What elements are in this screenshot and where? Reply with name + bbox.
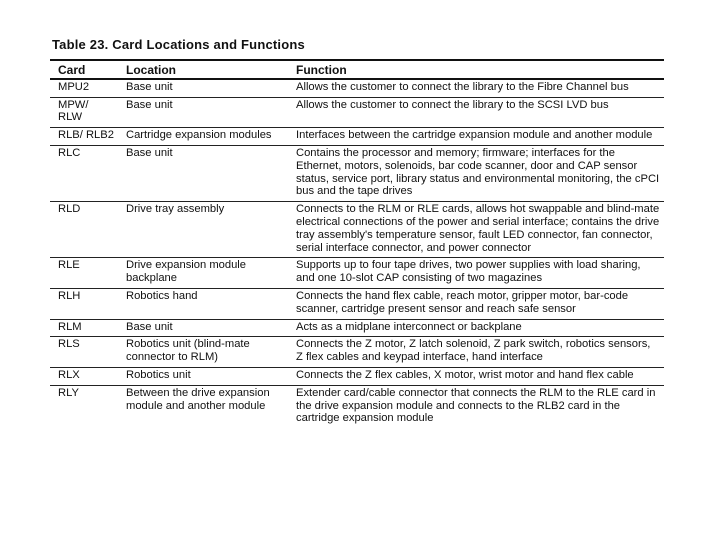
cell-location: Robotics unit [126, 368, 191, 381]
table-caption: Table 23. Card Locations and Functions [52, 37, 305, 52]
cell-card: RLM [58, 320, 82, 333]
table-row [50, 145, 664, 201]
cell-function: Supports up to four tape drives, two power supplies with load sharing, and one 10-slot CAP consisting of two magazines [296, 259, 641, 285]
table-header [50, 60, 664, 79]
cell-location: Robotics unit (blind-mate connector to RLM) [126, 338, 250, 364]
table-row [50, 79, 664, 97]
cell-function: Allows the customer to connect the library to the SCSI LVD bus [296, 98, 609, 111]
cell-card: RLX [58, 368, 80, 381]
cell-card: MPW/ RLW [58, 98, 89, 124]
cell-function: Connects the hand flex cable, reach motor, gripper motor, bar-code scanner, cartridge present sensor and reach safe sensor [296, 289, 629, 315]
cell-card: RLC [58, 146, 81, 159]
cell-function: Interfaces between the cartridge expansion module and another module [296, 129, 653, 142]
cell-function: Allows the customer to connect the library to the Fibre Channel bus [296, 80, 629, 93]
cell-location: Base unit [126, 320, 173, 333]
header-row [50, 60, 664, 79]
cell-location: Base unit [126, 98, 173, 111]
cell-card: RLB/ RLB2 [58, 129, 114, 142]
cell-function: Contains the processor and memory; firmware; interfaces for the Ethernet, motors, solenoids, bar code scanner, door and CAP sensor status, service port, library status and environmental monitoring, the cPCI bus and the tape drives [296, 146, 660, 198]
cell-card: MPU2 [58, 80, 90, 93]
header-card: Card [58, 63, 86, 77]
table-row [50, 337, 664, 368]
table-row [50, 288, 664, 319]
cell-location: Base unit [126, 80, 173, 93]
table-row [50, 202, 664, 258]
cell-location: Drive expansion module backplane [126, 259, 247, 285]
cell-function: Acts as a midplane interconnect or backplane [296, 320, 522, 333]
cell-function: Connects the Z motor, Z latch solenoid, Z park switch, robotics sensors, Z flex cables and keypad interface, hand interface [296, 338, 651, 364]
cell-card: RLE [58, 259, 80, 272]
cell-card: RLS [58, 338, 80, 351]
table-body [50, 79, 664, 428]
cell-card: RLH [58, 289, 81, 302]
cell-location: Robotics hand [126, 289, 198, 302]
table-row [50, 385, 664, 428]
cell-function: Connects to the RLM or RLE cards, allows hot swappable and blind-mate electrical connections of the power and serial interface; contains the drive tray assembly's temperature sensor, fault LED connector, fan connector, serial interface connector, and power connector [296, 203, 660, 254]
cell-location: Between the drive expansion module and another module [126, 386, 270, 412]
card-locations-table [50, 59, 664, 428]
table-row [50, 258, 664, 289]
table-row [50, 367, 664, 385]
cell-location: Base unit [126, 146, 173, 159]
card-table-container [50, 59, 664, 428]
header-function: Function [296, 63, 347, 77]
cell-location: Drive tray assembly [126, 203, 225, 216]
header-location: Location [126, 63, 176, 77]
table-row [50, 128, 664, 146]
cell-location: Cartridge expansion modules [126, 129, 272, 142]
table-row [50, 97, 664, 128]
cell-function: Connects the Z flex cables, X motor, wrist motor and hand flex cable [296, 368, 634, 381]
cell-function: Extender card/cable connector that connects the RLM to the RLE card in the drive expansion module and connects to the RLB2 card in the cartridge expansion module [296, 386, 656, 425]
cell-card: RLD [58, 203, 81, 216]
cell-card: RLY [58, 386, 79, 399]
table-row [50, 319, 664, 337]
